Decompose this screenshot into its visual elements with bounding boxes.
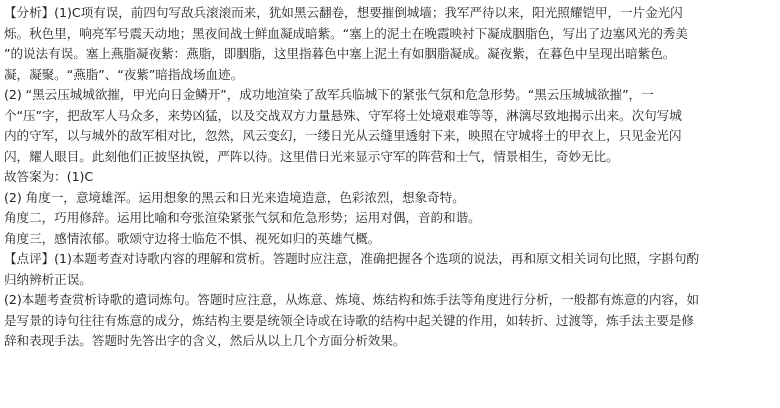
answer-line-1: 故答案为：(1)C <box>4 169 94 184</box>
comment-line-4: 是写景的诗句往往有炼意的成分，炼结构主要是统领全诗或在诗歌的结构中起关键的作用，如转折、过渡等，炼手法主要是修 <box>4 312 694 328</box>
analysis-line-3: ”的说法有误。塞上燕脂凝夜紫：燕脂，即胭脂，这里指暮色中塞上泥土有如胭脂凝成。凝夜紫，在暮色中呈现出暗紫色。 <box>4 46 676 61</box>
analysis-line-1: 【分析】(1)C项有误，前四句写敌兵滚滚而来，犹如黑云翻卷，想要摧倒城墙；我军严待以来，阳光照耀铠甲，一片金光闪 <box>4 5 683 20</box>
analysis-line-6: 个“压”字，把敌军人马众多，来势凶猛，以及交战双方力量悬殊、守军将士处境艰难等等，淋漓尽致地揭示出来。次句写城 <box>4 107 682 123</box>
comment-line-2: 归纳辨析正误。 <box>4 271 92 287</box>
answer-line-3: 角度二，巧用修辞。运用比喻和夸张渲染紧张气氛和危急形势；运用对偶，音韵和谐。 <box>4 210 481 225</box>
analysis-line-2: 烁。秋色里，响亮军号震天动地；黑夜间战士鲜血凝成暗紫。“塞上的泥土在晚霞映衬下凝成胭脂色，写出了边塞风光的秀美 <box>4 25 688 41</box>
analysis-line-8: 闪，耀人眼目。此刻他们正披坚执锐，严阵以待。这里借日光来显示守军的阵营和士气，情景相生，奇妙无比。 <box>4 148 619 164</box>
answer-line-2: (2) 角度一，意境雄浑。运用想象的黑云和日光来造境造意，色彩浓烈，想象奇特。 <box>4 189 465 205</box>
answer-line-4: 角度三，感情浓郁。歌颂守边将士临危不惧、视死如归的英雄气概。 <box>4 230 381 246</box>
analysis-line-4: 凝，凝聚。“燕脂”、“夜紫”暗指战场血迹。 <box>4 66 244 82</box>
analysis-line-7: 内的守军，以与城外的敌军相对比，忽然，风云变幻，一缕日光从云缝里透射下来，映照在守城将士的甲衣上，只见金光闪 <box>4 128 682 143</box>
analysis-line-5: (2) “黑云压城城欲摧，甲光向日金鳞开”，成功地渲染了敌军兵临城下的紧张气氛和危急形势。“黑云压城城欲摧”，一 <box>4 87 654 102</box>
comment-line-1: 【点评】(1)本题考查对诗歌内容的理解和赏析。答题时应注意，准确把握各个选项的说法，再和原文相关词句比照，字斟句酌 <box>4 251 700 266</box>
comment-line-3: (2)本题考查赏析诗歌的遣词炼句。答题时应注意，从炼意、炼境、炼结构和炼手法等角度进行分析，一般都有炼意的内容，如 <box>4 292 700 307</box>
comment-line-5: 辞和表现手法。答题时先答出字的含义，然后从以上几个方面分析效果。 <box>4 333 406 348</box>
